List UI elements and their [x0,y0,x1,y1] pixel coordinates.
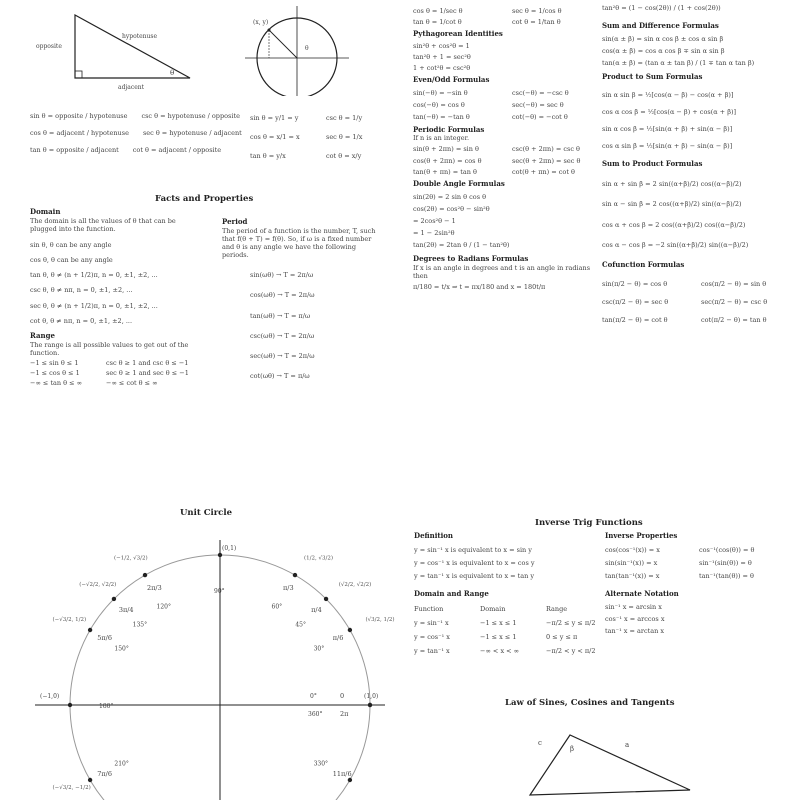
circle-ratio: cos θ = x/1 = x [250,133,300,142]
sum-diff-formula: sin(α ± β) = sin α cos β ± cos α sin β [602,34,724,43]
domain-row: cos θ, θ can be any angle [30,256,113,265]
domain-range-cell: y = tan⁻¹ x [414,647,450,656]
x-pos-label: (1,0) [364,693,379,700]
circle-ratio: tan θ = y/x [250,152,286,161]
range-text: The range is all possible values to get out of the function. [30,340,189,357]
angle-point [68,703,72,707]
domain-range-cell: −1 ≤ x ≤ 1 [480,633,517,642]
periodic-formula: cos(θ + 2πn) = cos θ [413,156,482,165]
angle-point [368,703,372,707]
angle-degree-label: 135° [132,621,148,629]
pythagorean-identity: sin²θ + cos²θ = 1 [413,42,470,50]
inverse-property: cos⁻¹(cos(θ)) = θ [699,545,755,554]
alternate-notation: tan⁻¹ x = arctan x [605,627,665,636]
right-triangle-diagram [30,10,200,95]
angle-degree-label: 0° [310,693,317,700]
sum-title: Sum to Product Formulas [602,158,703,168]
half-angle-tan: tan²θ = (1 − cos(2θ)) / (1 + cos(2θ)) [602,4,721,12]
product-sum-formula: cos α sin β = ½[sin(α + β) − sin(α − β)] [602,142,733,151]
double-title: Double Angle Formulas [413,178,505,188]
side-c-label: c [538,739,542,747]
angle-radian-label: 7π/6 [97,770,112,778]
domain-range-cell: y = cos⁻¹ x [414,633,450,642]
coordinate-label: (−√3/2, 1/2) [52,617,87,623]
right-angle-mark [75,71,82,78]
period-row: sec(ωθ) → T = 2π/ω [250,351,315,360]
sum-product-formula: cos α + cos β = 2 cos((α+β)/2) cos((α−β)/2) [602,220,746,229]
pythagorean-identity: 1 + cot²θ = csc²θ [413,64,471,73]
trig-ratio: sec θ = hypotenuse / adjacent [142,129,242,138]
angle-point [348,628,352,632]
reciprocal-identity: sec θ = 1/cos θ [512,7,562,15]
formulas-column-1 [413,4,593,291]
inverse-property: cos(cos⁻¹(x)) = x [605,545,660,554]
deg-title: Degrees to Radians Formulas [413,254,529,264]
periodic-formula: sec(θ + 2πn) = sec θ [512,156,581,165]
zero-label: 0 [340,692,345,700]
domain-range-cell: −∞ < x < ∞ [480,647,520,656]
range-cell: sec θ ≥ 1 and sec θ ≤ −1 [106,368,189,377]
inverse-title: Inverse Trig Functions [535,518,643,528]
angle-point [348,778,352,782]
circle-ratio: sec θ = 1/x [326,133,363,142]
trig-ratio: cos θ = adjacent / hypotenuse [30,129,129,138]
angle-radian-label: π/4 [311,605,322,614]
domain-range-cell: −π/2 < y < π/2 [546,647,596,656]
angle-degree-label: 45° [295,621,306,629]
angle-point [218,553,222,557]
periodic-formula: csc(θ + 2πn) = csc θ [512,145,580,154]
angle-degree-label: 180° [99,703,114,710]
adjacent-label: adjacent [118,84,145,91]
oblique-triangle-shape [530,735,690,795]
trig-ratio: sin θ = opposite / hypotenuse [30,112,128,120]
range-cell: csc θ ≥ 1 and csc θ ≤ −1 [106,358,189,367]
beta-label: β [570,745,575,753]
angle-radian-label: π/3 [283,584,294,593]
domain-row: sin θ, θ can be any angle [30,241,112,249]
periodic-formula: sin(θ + 2πn) = sin θ [413,145,479,154]
even-odd-formula: sec(−θ) = sec θ [512,101,564,110]
domain-range-cell: y = sin⁻¹ x [414,619,449,627]
angle-degree-label: 360° [308,711,323,718]
reciprocal-identity: tan θ = 1/cot θ [413,18,462,27]
x-neg-label: (−1,0) [40,693,60,700]
angle-degree-label: 120° [156,603,171,611]
sum-product-formula: sin α − sin β = 2 cos((α+β)/2) sin((α−β)/2) [602,200,742,209]
range-title: Range [30,330,55,340]
domain-row: csc θ, θ ≠ nπ, n = 0, ±1, ±2, ... [30,286,133,295]
angle-degree-label: 330° [313,760,329,768]
circle-ratio: csc θ = 1/y [326,114,363,122]
domain-text: The domain is all the values of θ that can be plugged into the function. [30,216,176,233]
double-angle-formula: = 1 − 2sin²θ [413,228,455,237]
trig-ratio: tan θ = opposite / adjacent [30,146,119,155]
coordinate-label: (−√2/2, √2/2) [79,582,117,589]
period-row: cot(ωθ) → T = π/ω [250,371,310,380]
deg-formula: π/180 = t/x ⇒ t = πx/180 and x = 180t/π [413,283,546,292]
facts-title: Facts and Properties [155,194,254,204]
inverse-definition: y = cos⁻¹ x is equivalent to x = cos y [414,558,535,567]
cof-title: Cofunction Formulas [602,259,685,269]
alternate-notation: cos⁻¹ x = arccos x [605,615,665,623]
angle-point [88,778,92,782]
inverse-props-section [605,532,790,639]
period-row: cos(ωθ) → T = 2π/ω [250,291,315,300]
unit-circle-diagram [0,520,400,800]
deg-text: If x is an angle in degrees and t is an angle in radians then [413,263,591,280]
domain-section [30,208,200,389]
y-pos-label: (0,1) [222,545,237,552]
angle-radian-label: 3π/4 [118,605,134,614]
period-section [222,218,382,392]
cofunction-formula: cot(π/2 − θ) = tan θ [701,315,767,324]
sum-product-formula: cos α − cos β = −2 sin((α+β)/2) sin((α−β)/2) [602,240,749,249]
period-row: csc(ωθ) → T = 2π/ω [250,331,315,340]
period-title: Period [222,217,248,226]
domain-range-cell: Domain [480,604,506,613]
sum-diff-formula: cos(α ± β) = cos α cos β ∓ sin α sin β [602,47,725,55]
cofunction-formula: csc(π/2 − θ) = sec θ [602,297,669,306]
hypotenuse-label: hypotenuse [122,33,158,40]
coordinate-label: (−√3/2, −1/2) [52,785,91,791]
coordinate-label: (−1/2, √3/2) [114,555,148,562]
angle-radian-label: 5π/6 [97,634,112,642]
double-angle-formula: = 2cos²θ − 1 [413,216,456,225]
period-row: sin(ωθ) → T = 2π/ω [250,271,314,280]
reciprocal-identity: cot θ = 1/tan θ [512,18,561,27]
domain-row: tan θ, θ ≠ (n + 1/2)π, n = 0, ±1, ±2, ... [30,271,158,280]
product-sum-formula: sin α cos β = ½[sin(α + β) + sin(α − β)] [602,125,733,134]
range-cell: −∞ ≤ cot θ ≤ ∞ [106,379,158,387]
law-title: Law of Sines, Cosines and Tangents [505,698,675,708]
alt-title: Alternate Notation [605,589,679,599]
circle-ratio: cot θ = x/y [326,152,362,161]
unit-circle-definition-diagram [245,6,350,96]
inverse-property: sin(sin⁻¹(x)) = x [605,558,658,567]
cofunction-formula: sin(π/2 − θ) = cos θ [602,279,668,288]
angle-radian-label: 2π [340,710,349,718]
inverse-definition: y = tan⁻¹ x is equivalent to x = tan y [414,572,535,580]
angle-degree-label: 210° [114,760,129,768]
formulas-column-2 [602,4,792,334]
coordinate-label: (√2/2, √2/2) [338,582,372,589]
angle-point [293,573,297,577]
coordinate-label: (√3/2, 1/2) [365,617,395,623]
domain-range-cell: −1 ≤ x ≤ 1 [480,619,517,627]
point-label: (x, y) [253,19,269,26]
pythagorean-identity: tan²θ + 1 = sec²θ [413,53,471,62]
cofunction-formula: cos(π/2 − θ) = sin θ [701,279,767,288]
evenodd-title: Even/Odd Formulas [413,75,490,85]
angle-radian-label: π/6 [332,634,344,642]
periodic-text: If n is an integer. [413,134,470,143]
sum-product-formula: sin α + sin β = 2 sin((α+β)/2) cos((α−β)/2) [602,180,742,189]
inverse-def-title: Definition [414,531,454,540]
double-angle-formula: tan(2θ) = 2tan θ / (1 − tan²θ) [413,241,510,249]
domain-title: Domain [30,207,61,216]
cofunction-formula: tan(π/2 − θ) = cot θ [602,315,668,324]
prod-title: Product to Sum Formulas [602,72,703,82]
law-triangle-diagram [500,715,730,800]
pyth-title: Pythagorean Identities [413,29,503,39]
dr-title: Domain and Range [414,589,489,599]
coordinate-label: (1/2, √3/2) [304,555,333,562]
triangle-definitions [30,103,242,163]
range-cell: −1 ≤ cos θ ≤ 1 [30,368,80,377]
angle-point [88,628,92,632]
period-row: tan(ωθ) → T = π/ω [250,311,311,320]
domain-row: sec θ, θ ≠ (n + 1/2)π, n = 0, ±1, ±2, ... [30,301,158,310]
even-odd-formula: cot(−θ) = −cot θ [512,113,568,122]
unit-circle-title: Unit Circle [180,508,232,518]
circle-definitions [250,103,388,171]
theta-label: θ [170,69,175,77]
trig-ratio: csc θ = hypotenuse / opposite [141,112,240,120]
period-text: The period of a function is the number, T, such that f(θ + T) = f(θ). So, if ω is a fixed number and θ is any angle we have the following periods. [222,226,376,260]
angle-point [324,597,328,601]
angle-radian-label: 11π/6 [332,770,352,778]
double-angle-formula: cos(2θ) = cos²θ − sin²θ [413,204,490,213]
inverse-prop-title: Inverse Properties [605,531,678,540]
cofunction-formula: sec(π/2 − θ) = csc θ [701,297,768,306]
angle-degree-label: 60° [271,603,283,611]
angle-radian-label: 2π/3 [147,584,162,593]
sumdiff-title: Sum and Difference Formulas [602,21,719,31]
periodic-formula: cot(θ + πn) = cot θ [512,167,575,176]
even-odd-formula: csc(−θ) = −csc θ [512,89,569,98]
angle-degree-label: 30° [313,645,325,653]
even-odd-formula: tan(−θ) = −tan θ [413,113,470,122]
domain-range-cell: Function [414,604,444,613]
product-sum-formula: sin α sin β = ½[cos(α − β) − cos(α + β)] [602,91,734,99]
angle-degree-label: 150° [114,645,129,653]
even-odd-formula: sin(−θ) = −sin θ [413,89,468,98]
angle-point [112,597,116,601]
angle-degree-label: 90° [214,588,225,595]
svg-text:θ: θ [305,45,309,52]
inverse-property: tan⁻¹(tan(θ)) = θ [699,572,754,580]
domain-row: cot θ, θ ≠ nπ, n = 0, ±1, ±2, ... [30,316,133,325]
domain-range-cell: −π/2 ≤ y ≤ π/2 [546,619,596,627]
product-sum-formula: cos α cos β = ½[cos(α − β) + cos(α + β)] [602,108,737,117]
trig-ratio: cot θ = adjacent / opposite [132,146,222,155]
inverse-property: sin⁻¹(sin(θ)) = θ [699,558,752,567]
sum-diff-formula: tan(α ± β) = (tan α ± tan β) / (1 ∓ tan α tan β) [602,59,755,68]
domain-range-cell: 0 ≤ y ≤ π [546,633,578,642]
angle-point [143,573,147,577]
double-angle-formula: sin(2θ) = 2 sin θ cos θ [413,192,487,201]
domain-range-cell: Range [546,604,568,613]
even-odd-formula: cos(−θ) = cos θ [413,101,465,110]
periodic-formula: tan(θ + πn) = tan θ [413,167,477,176]
circle-ratio: sin θ = y/1 = y [250,114,299,122]
inverse-defs-section [414,532,599,661]
range-cell: −1 ≤ sin θ ≤ 1 [30,358,79,367]
opposite-label: opposite [36,43,62,50]
inverse-definition: y = sin⁻¹ x is equivalent to x = sin y [414,545,532,554]
periodic-title: Periodic Formulas [413,124,485,134]
inverse-property: tan(tan⁻¹(x)) = x [605,572,660,580]
range-cell: −∞ ≤ tan θ ≤ ∞ [30,379,83,387]
alternate-notation: sin⁻¹ x = arcsin x [605,602,662,611]
side-a-label: a [625,741,630,749]
reciprocal-identity: cos θ = 1/sec θ [413,7,463,15]
